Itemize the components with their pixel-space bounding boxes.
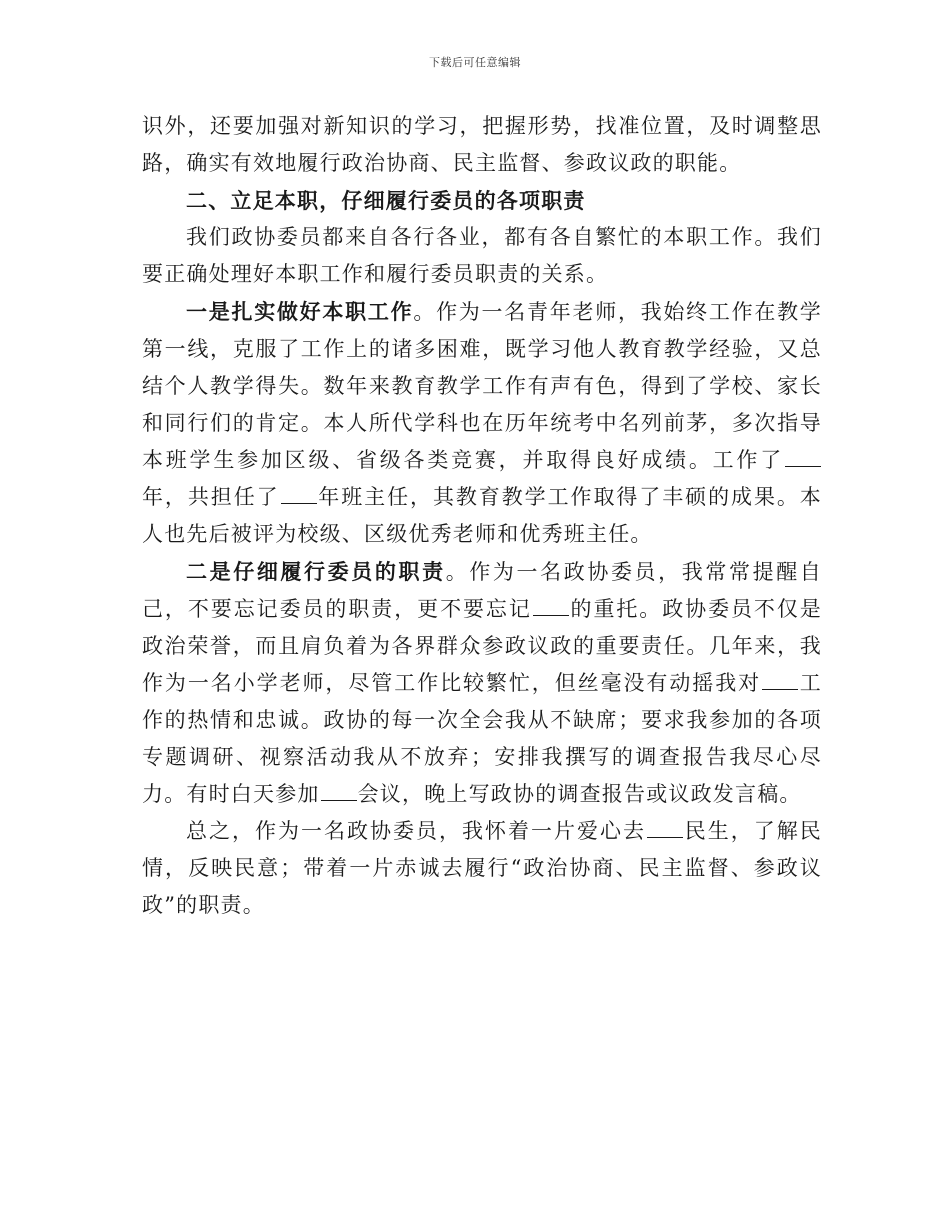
paragraph-continuation: 识外，还要加强对新知识的学习，把握形势，找准位置，及时调整思路，确实有效地履行政治协商、民主监督、参政议政的职能。 — [142, 114, 822, 175]
text-segment: 会议，晚上写政协的调查报告或议政发言稿。 — [357, 782, 802, 806]
text-segment: 工作的热情和忠诚。政协的每一次全会我从不缺席；要求我参加的各项专题调研、视察活动我从不放弃；安排我撰写的调查报告我尽心尽力。有时白天参加 — [142, 671, 822, 806]
text-segment: 民生，了解民情，反映民意；带着一片赤诚去履行“政治协商、民主监督、参政议政”的职责。 — [142, 819, 822, 917]
fill-blank — [762, 671, 798, 690]
fill-blank — [647, 819, 683, 838]
text-segment: 年，共担任了 — [142, 485, 280, 509]
text-segment: 年班主任，其教育教学工作取得了丰硕的成果。本人也先后被评为校级、区级优秀老师和优秀班主任。 — [142, 485, 822, 546]
document-body — [142, 108, 822, 924]
section-heading: 二、立足本职，仔细履行委员的各项职责 — [186, 188, 586, 213]
text-segment: 。作为一名青年老师，我始终工作在教学第一线，克服了工作上的诸多困难，既学习他人教育教学经验，又总结个人教学得失。数年来教育教学工作有声有色，得到了学校、家长和同行们的肯定。本人所代学科也在历年统考中名列前茅，多次指导本班学生参加区级、省级各类竞赛，并取得良好成绩。工作了 — [142, 300, 823, 472]
text-segment: 。作为一名政协委员，我常常提醒自己，不要忘记委员的职责，更不要忘记 — [142, 560, 822, 621]
paragraph-conclusion — [142, 813, 822, 924]
text-segment: 总之，作为一名政协委员，我怀着一片爱心去 — [186, 819, 646, 843]
page-header: 下载后可任意编辑 — [429, 56, 521, 69]
fill-blank — [533, 597, 569, 616]
fill-blank — [321, 782, 357, 801]
paragraph-lead-two: 二是仔细履行委员的职责 — [186, 559, 446, 584]
paragraph-intro: 我们政协委员都来自各行各业，都有各自繁忙的本职工作。我们要正确处理好本职工作和履行委员职责的关系。 — [142, 225, 822, 286]
paragraph-lead-one: 一是扎实做好本职工作 — [186, 299, 414, 324]
fill-blank — [785, 448, 821, 467]
paragraph-duty-one — [142, 293, 822, 553]
text-segment: 的重托。政协委员不仅是政治荣誉，而且肩负着为各界群众参政议政的重要责任。几年来，我作为一名小学老师，尽管工作比较繁忙，但丝毫没有动摇我对 — [142, 597, 822, 695]
paragraph-duty-two — [142, 553, 822, 813]
fill-blank — [281, 485, 317, 504]
